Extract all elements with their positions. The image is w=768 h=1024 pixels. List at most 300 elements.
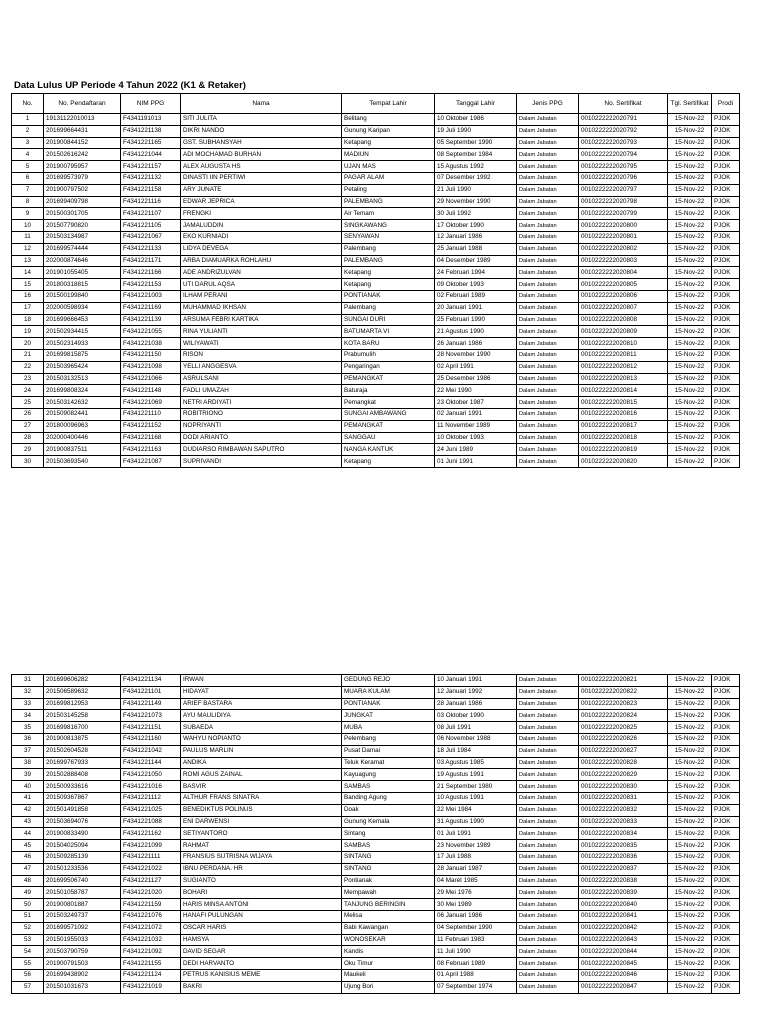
cell-birthplace: SAMBAS	[342, 840, 435, 852]
cell-name: SETIYANTORO	[181, 828, 342, 840]
cell-birthdate: 04 September 1990	[435, 922, 517, 934]
cell-ppg-type: Dalam Jabatan	[517, 267, 579, 279]
cell-birthplace: Petaling	[342, 184, 435, 196]
cell-name: AYU MAULIDIYA	[181, 710, 342, 722]
cell-no: 30	[12, 456, 44, 468]
cell-registration-no: 201699438902	[44, 969, 121, 981]
cell-nim-ppg: F4341221038	[121, 338, 181, 350]
cell-birthplace: MUBA	[342, 722, 435, 734]
table-row	[12, 125, 740, 137]
cell-nim-ppg: F4341221133	[121, 243, 181, 255]
table-row	[12, 361, 740, 373]
cell-birthdate: 21 Juli 1990	[435, 184, 517, 196]
cell-birthdate: 31 Agustus 1990	[435, 816, 517, 828]
cell-certificate-no: 0010222222020815	[579, 397, 668, 409]
cell-birthdate: 10 Januari 1991	[435, 675, 517, 687]
cell-birthplace: SUNGAI DURI	[342, 314, 435, 326]
cell-ppg-type: Dalam Jabatan	[517, 816, 579, 828]
cell-certificate-date: 15-Nov-22	[668, 231, 712, 243]
cell-nim-ppg: F4341221032	[121, 934, 181, 946]
cell-name: ROMI AGUS ZAINAL	[181, 769, 342, 781]
cell-no: 20	[12, 338, 44, 350]
cell-birthdate: 02 Januari 1991	[435, 408, 517, 420]
cell-registration-no: 201699573979	[44, 172, 121, 184]
cell-birthdate: 17 Oktober 1990	[435, 220, 517, 232]
column-header-registration-no: No. Pendaftaran	[44, 94, 121, 114]
cell-registration-no: 201504025094	[44, 840, 121, 852]
cell-study-program: PJOK	[712, 934, 740, 946]
column-header-certificate-no: No. Sertifikat	[579, 94, 668, 114]
cell-no: 18	[12, 314, 44, 326]
cell-certificate-date: 15-Nov-22	[668, 290, 712, 302]
cell-name: BENEDIKTUS POLINUS	[181, 804, 342, 816]
cell-no: 24	[12, 385, 44, 397]
cell-birthplace: Teluk Keramat	[342, 757, 435, 769]
table-row	[12, 851, 740, 863]
cell-nim-ppg: F4341221160	[121, 733, 181, 745]
table-row	[12, 385, 740, 397]
cell-ppg-type: Dalam Jabatan	[517, 444, 579, 456]
cell-nim-ppg: F4341221022	[121, 863, 181, 875]
cell-registration-no: 201502934415	[44, 326, 121, 338]
cell-ppg-type: Dalam Jabatan	[517, 302, 579, 314]
cell-study-program: PJOK	[712, 267, 740, 279]
cell-nim-ppg: F4341221088	[121, 816, 181, 828]
cell-certificate-date: 15-Nov-22	[668, 675, 712, 687]
table-row	[12, 267, 740, 279]
cell-registration-no: 201699409798	[44, 196, 121, 208]
cell-nim-ppg: F4341221003	[121, 290, 181, 302]
cell-study-program: PJOK	[712, 290, 740, 302]
cell-name: MUHAMMAD IKHSAN	[181, 302, 342, 314]
table-row	[12, 686, 740, 698]
cell-registration-no: 201503249737	[44, 910, 121, 922]
cell-study-program: PJOK	[712, 349, 740, 361]
cell-birthplace: Babi Kawangan	[342, 922, 435, 934]
cell-birthplace: Sintang	[342, 828, 435, 840]
table-row	[12, 816, 740, 828]
column-header-no: No.	[12, 94, 44, 114]
cell-certificate-no: 0010222222020811	[579, 349, 668, 361]
cell-birthplace: Banding Agung	[342, 792, 435, 804]
cell-registration-no: 201501233536	[44, 863, 121, 875]
cell-birthplace: Belitang	[342, 114, 435, 126]
cell-registration-no: 202000598934	[44, 302, 121, 314]
cell-nim-ppg: F4341221171	[121, 255, 181, 267]
cell-name: SITI JULITA	[181, 114, 342, 126]
cell-certificate-date: 15-Nov-22	[668, 208, 712, 220]
cell-birthplace: Kandis	[342, 946, 435, 958]
cell-birthdate: 09 Oktober 1993	[435, 279, 517, 291]
cell-birthdate: 08 Februari 1989	[435, 958, 517, 970]
table-row	[12, 196, 740, 208]
cell-nim-ppg: F4341221162	[121, 828, 181, 840]
column-header-study-program: Prodi	[712, 94, 740, 114]
cell-registration-no: 201900801887	[44, 899, 121, 911]
column-header-certificate-date: Tgl. Sertifikat	[668, 94, 712, 114]
cell-nim-ppg: F4341221151	[121, 722, 181, 734]
cell-registration-no: 201501955033	[44, 934, 121, 946]
cell-nim-ppg: F4341221168	[121, 432, 181, 444]
cell-birthdate: 19 Agustus 1991	[435, 769, 517, 781]
cell-ppg-type: Dalam Jabatan	[517, 420, 579, 432]
cell-name: DEDI HARVANTO	[181, 958, 342, 970]
cell-birthdate: 22 Mei 1984	[435, 804, 517, 816]
cell-no: 35	[12, 722, 44, 734]
cell-birthdate: 30 Mei 1989	[435, 899, 517, 911]
cell-name: BOHARI	[181, 887, 342, 899]
cell-ppg-type: Dalam Jabatan	[517, 161, 579, 173]
cell-certificate-date: 15-Nov-22	[668, 828, 712, 840]
cell-no: 47	[12, 863, 44, 875]
cell-ppg-type: Dalam Jabatan	[517, 958, 579, 970]
cell-nim-ppg: F4341191013	[121, 114, 181, 126]
cell-ppg-type: Dalam Jabatan	[517, 698, 579, 710]
cell-certificate-no: 0010222222020792	[579, 125, 668, 137]
cell-nim-ppg: F4341221150	[121, 349, 181, 361]
cell-certificate-no: 0010222222020839	[579, 887, 668, 899]
cell-no: 42	[12, 804, 44, 816]
cell-birthdate: 28 Januari 1986	[435, 698, 517, 710]
cell-certificate-date: 15-Nov-22	[668, 373, 712, 385]
table-row	[12, 792, 740, 804]
cell-no: 9	[12, 208, 44, 220]
cell-no: 54	[12, 946, 44, 958]
cell-study-program: PJOK	[712, 816, 740, 828]
cell-registration-no: 201501058787	[44, 887, 121, 899]
cell-ppg-type: Dalam Jabatan	[517, 828, 579, 840]
cell-registration-no: 201699506740	[44, 875, 121, 887]
cell-birthplace: BATUMARTA VI	[342, 326, 435, 338]
cell-registration-no: 201502888408	[44, 769, 121, 781]
cell-certificate-date: 15-Nov-22	[668, 816, 712, 828]
cell-study-program: PJOK	[712, 757, 740, 769]
cell-study-program: PJOK	[712, 408, 740, 420]
table-header-row	[12, 94, 740, 114]
table-row	[12, 745, 740, 757]
cell-no: 15	[12, 279, 44, 291]
cell-birthdate: 23 Oktober 1987	[435, 397, 517, 409]
column-header-ppg-type: Jenis PPG	[517, 94, 579, 114]
cell-registration-no: 201503145258	[44, 710, 121, 722]
cell-study-program: PJOK	[712, 922, 740, 934]
table-row	[12, 444, 740, 456]
cell-no: 22	[12, 361, 44, 373]
cell-birthdate: 22 Mei 1990	[435, 385, 517, 397]
cell-ppg-type: Dalam Jabatan	[517, 125, 579, 137]
cell-certificate-no: 0010222222020800	[579, 220, 668, 232]
cell-certificate-date: 15-Nov-22	[668, 444, 712, 456]
cell-name: ADE ANDRIZULVAN	[181, 267, 342, 279]
cell-name: FRENGKI	[181, 208, 342, 220]
cell-registration-no: 201509367867	[44, 792, 121, 804]
cell-study-program: PJOK	[712, 125, 740, 137]
table-row	[12, 946, 740, 958]
table-row	[12, 922, 740, 934]
cell-certificate-no: 0010222222020808	[579, 314, 668, 326]
cell-certificate-date: 15-Nov-22	[668, 792, 712, 804]
cell-no: 3	[12, 137, 44, 149]
cell-birthdate: 08 Juli 1991	[435, 722, 517, 734]
cell-name: ARIEF BASTARA	[181, 698, 342, 710]
cell-study-program: PJOK	[712, 804, 740, 816]
cell-ppg-type: Dalam Jabatan	[517, 686, 579, 698]
cell-ppg-type: Dalam Jabatan	[517, 969, 579, 981]
cell-certificate-no: 0010222222020836	[579, 851, 668, 863]
cell-certificate-date: 15-Nov-22	[668, 781, 712, 793]
cell-registration-no: 201900837511	[44, 444, 121, 456]
cell-birthplace: Gunung Karipan	[342, 125, 435, 137]
cell-nim-ppg: F4341221016	[121, 781, 181, 793]
cell-nim-ppg: F4341221107	[121, 208, 181, 220]
cell-no: 32	[12, 686, 44, 698]
cell-certificate-no: 0010222222020794	[579, 149, 668, 161]
cell-ppg-type: Dalam Jabatan	[517, 220, 579, 232]
table-row	[12, 314, 740, 326]
table-row	[12, 757, 740, 769]
cell-certificate-no: 0010222222020831	[579, 792, 668, 804]
cell-study-program: PJOK	[712, 851, 740, 863]
cell-name: SUGIANTO	[181, 875, 342, 887]
cell-name: ROBITRIONO	[181, 408, 342, 420]
table-row	[12, 279, 740, 291]
cell-birthplace: Ujung Bori	[342, 981, 435, 993]
cell-registration-no: 201502616242	[44, 149, 121, 161]
table-row	[12, 243, 740, 255]
table-row	[12, 781, 740, 793]
cell-certificate-no: 0010222222020795	[579, 161, 668, 173]
cell-no: 46	[12, 851, 44, 863]
cell-name: BAKRI	[181, 981, 342, 993]
cell-registration-no: 201800096963	[44, 420, 121, 432]
table-row	[12, 326, 740, 338]
cell-certificate-no: 0010222222020833	[579, 816, 668, 828]
cell-birthdate: 19 Juli 1990	[435, 125, 517, 137]
cell-birthdate: 02 Februari 1989	[435, 290, 517, 302]
cell-certificate-no: 0010222222020806	[579, 290, 668, 302]
cell-study-program: PJOK	[712, 456, 740, 468]
cell-no: 16	[12, 290, 44, 302]
cell-study-program: PJOK	[712, 875, 740, 887]
cell-certificate-no: 0010222222020796	[579, 172, 668, 184]
cell-certificate-date: 15-Nov-22	[668, 840, 712, 852]
cell-birthplace: NANGA KANTUK	[342, 444, 435, 456]
cell-certificate-no: 0010222222020793	[579, 137, 668, 149]
cell-birthplace: PALEMBANG	[342, 196, 435, 208]
cell-certificate-date: 15-Nov-22	[668, 958, 712, 970]
cell-ppg-type: Dalam Jabatan	[517, 397, 579, 409]
cell-no: 11	[12, 231, 44, 243]
cell-study-program: PJOK	[712, 710, 740, 722]
cell-certificate-date: 15-Nov-22	[668, 408, 712, 420]
cell-birthplace: Palembang	[342, 243, 435, 255]
cell-nim-ppg: F4341221138	[121, 125, 181, 137]
cell-certificate-no: 0010222222020802	[579, 243, 668, 255]
cell-nim-ppg: F4341221042	[121, 745, 181, 757]
cell-ppg-type: Dalam Jabatan	[517, 899, 579, 911]
cell-nim-ppg: F4341221157	[121, 161, 181, 173]
cell-nim-ppg: F4341221044	[121, 149, 181, 161]
table-row	[12, 899, 740, 911]
cell-nim-ppg: F4341221153	[121, 279, 181, 291]
cell-study-program: PJOK	[712, 840, 740, 852]
cell-birthdate: 24 Juni 1989	[435, 444, 517, 456]
cell-birthdate: 10 Agustus 1991	[435, 792, 517, 804]
cell-study-program: PJOK	[712, 675, 740, 687]
cell-nim-ppg: F4341221169	[121, 302, 181, 314]
cell-study-program: PJOK	[712, 420, 740, 432]
table-body-part-1	[12, 114, 740, 468]
cell-study-program: PJOK	[712, 231, 740, 243]
cell-name: DODI ARIANTO	[181, 432, 342, 444]
cell-birthplace: Ketapang	[342, 279, 435, 291]
table-row	[12, 804, 740, 816]
table-row	[12, 137, 740, 149]
cell-study-program: PJOK	[712, 208, 740, 220]
table-row	[12, 675, 740, 687]
cell-name: ADI MOCHAMAD BURHAN	[181, 149, 342, 161]
cell-ppg-type: Dalam Jabatan	[517, 361, 579, 373]
cell-birthplace: Mempawah	[342, 887, 435, 899]
cell-no: 4	[12, 149, 44, 161]
cell-birthdate: 07 September 1974	[435, 981, 517, 993]
cell-no: 55	[12, 958, 44, 970]
cell-birthplace: Melisa	[342, 910, 435, 922]
cell-no: 40	[12, 781, 44, 793]
table-row	[12, 338, 740, 350]
cell-birthplace: Maukeli	[342, 969, 435, 981]
cell-certificate-date: 15-Nov-22	[668, 149, 712, 161]
cell-no: 27	[12, 420, 44, 432]
cell-ppg-type: Dalam Jabatan	[517, 910, 579, 922]
table-row	[12, 231, 740, 243]
cell-registration-no: 201501031673	[44, 981, 121, 993]
cell-name: RINA YULIANTI	[181, 326, 342, 338]
cell-birthdate: 23 November 1989	[435, 840, 517, 852]
cell-birthplace: Oku Timur	[342, 958, 435, 970]
cell-registration-no: 201699606282	[44, 675, 121, 687]
cell-nim-ppg: F4341221152	[121, 420, 181, 432]
cell-certificate-date: 15-Nov-22	[668, 137, 712, 149]
cell-name: SUBAEDA	[181, 722, 342, 734]
cell-ppg-type: Dalam Jabatan	[517, 149, 579, 161]
table-row	[12, 420, 740, 432]
cell-name: WAHYU NOPIANTO	[181, 733, 342, 745]
cell-certificate-no: 0010222222020807	[579, 302, 668, 314]
table-row	[12, 887, 740, 899]
cell-certificate-no: 0010222222020842	[579, 922, 668, 934]
cell-registration-no: 201699571092	[44, 922, 121, 934]
cell-certificate-no: 0010222222020812	[579, 361, 668, 373]
cell-certificate-no: 0010222222020824	[579, 710, 668, 722]
cell-birthdate: 01 Juli 1991	[435, 828, 517, 840]
cell-birthplace: Ketapang	[342, 456, 435, 468]
document-title: Data Lulus UP Periode 4 Tahun 2022 (K1 & Retaker)	[14, 80, 246, 91]
cell-birthdate: 10 Oktober 1993	[435, 432, 517, 444]
cell-ppg-type: Dalam Jabatan	[517, 408, 579, 420]
cell-birthdate: 25 Februari 1990	[435, 314, 517, 326]
cell-certificate-date: 15-Nov-22	[668, 338, 712, 350]
table-row	[12, 934, 740, 946]
table-row	[12, 969, 740, 981]
cell-registration-no: 201503142632	[44, 397, 121, 409]
cell-nim-ppg: F4341221092	[121, 946, 181, 958]
cell-name: FRANSIUS SUTRISNA WIJAYA	[181, 851, 342, 863]
cell-registration-no: 201503134987	[44, 231, 121, 243]
cell-birthdate: 29 Mei 1976	[435, 887, 517, 899]
cell-ppg-type: Dalam Jabatan	[517, 722, 579, 734]
cell-birthdate: 25 Desember 1986	[435, 373, 517, 385]
cell-certificate-no: 0010222222020834	[579, 828, 668, 840]
cell-name: GST. SUBHANSYAH	[181, 137, 342, 149]
cell-study-program: PJOK	[712, 338, 740, 350]
cell-ppg-type: Dalam Jabatan	[517, 757, 579, 769]
cell-certificate-no: 0010222222020821	[579, 675, 668, 687]
cell-name: PETRUS KANISIUS MEME	[181, 969, 342, 981]
cell-study-program: PJOK	[712, 161, 740, 173]
cell-registration-no: 201509082441	[44, 408, 121, 420]
table-row	[12, 373, 740, 385]
cell-birthdate: 08 September 1984	[435, 149, 517, 161]
cell-ppg-type: Dalam Jabatan	[517, 432, 579, 444]
cell-name: EDWAR JEPRICA	[181, 196, 342, 208]
cell-name: DUDIARSO RIMBAWAN SAPUTRO	[181, 444, 342, 456]
cell-study-program: PJOK	[712, 114, 740, 126]
cell-study-program: PJOK	[712, 733, 740, 745]
cell-certificate-date: 15-Nov-22	[668, 255, 712, 267]
cell-certificate-no: 0010222222020840	[579, 899, 668, 911]
cell-certificate-no: 0010222222020820	[579, 456, 668, 468]
cell-certificate-no: 0010222222020803	[579, 255, 668, 267]
cell-birthdate: 12 Januari 1992	[435, 686, 517, 698]
cell-ppg-type: Dalam Jabatan	[517, 875, 579, 887]
cell-nim-ppg: F4341221105	[121, 220, 181, 232]
cell-birthplace: Gunung Kemala	[342, 816, 435, 828]
cell-nim-ppg: F4341221149	[121, 698, 181, 710]
cell-study-program: PJOK	[712, 314, 740, 326]
table-row	[12, 397, 740, 409]
cell-ppg-type: Dalam Jabatan	[517, 863, 579, 875]
cell-registration-no: 19131122010013	[44, 114, 121, 126]
cell-ppg-type: Dalam Jabatan	[517, 196, 579, 208]
cell-study-program: PJOK	[712, 397, 740, 409]
cell-name: SUPRIVANDI	[181, 456, 342, 468]
cell-registration-no: 201503965424	[44, 361, 121, 373]
graduates-table-part-1	[11, 93, 740, 468]
cell-name: IBNU PERDANA. HR	[181, 863, 342, 875]
table-row	[12, 290, 740, 302]
cell-birthplace: GEDUNG REJO	[342, 675, 435, 687]
cell-ppg-type: Dalam Jabatan	[517, 946, 579, 958]
cell-certificate-no: 0010222222020798	[579, 196, 668, 208]
cell-no: 37	[12, 745, 44, 757]
cell-birthplace: MUARA KULAM	[342, 686, 435, 698]
cell-birthdate: 24 Februari 1994	[435, 267, 517, 279]
cell-study-program: PJOK	[712, 958, 740, 970]
cell-registration-no: 201699815875	[44, 349, 121, 361]
cell-name: JAMALUDDIN	[181, 220, 342, 232]
cell-name: RISON	[181, 349, 342, 361]
cell-birthplace: SENYAWAN	[342, 231, 435, 243]
cell-no: 34	[12, 710, 44, 722]
cell-birthdate: 11 November 1989	[435, 420, 517, 432]
cell-certificate-date: 15-Nov-22	[668, 863, 712, 875]
cell-name: IRWAN	[181, 675, 342, 687]
cell-certificate-date: 15-Nov-22	[668, 722, 712, 734]
table-body-part-2	[12, 675, 740, 994]
cell-nim-ppg: F4341221020	[121, 887, 181, 899]
cell-birthdate: 04 Maret 1985	[435, 875, 517, 887]
